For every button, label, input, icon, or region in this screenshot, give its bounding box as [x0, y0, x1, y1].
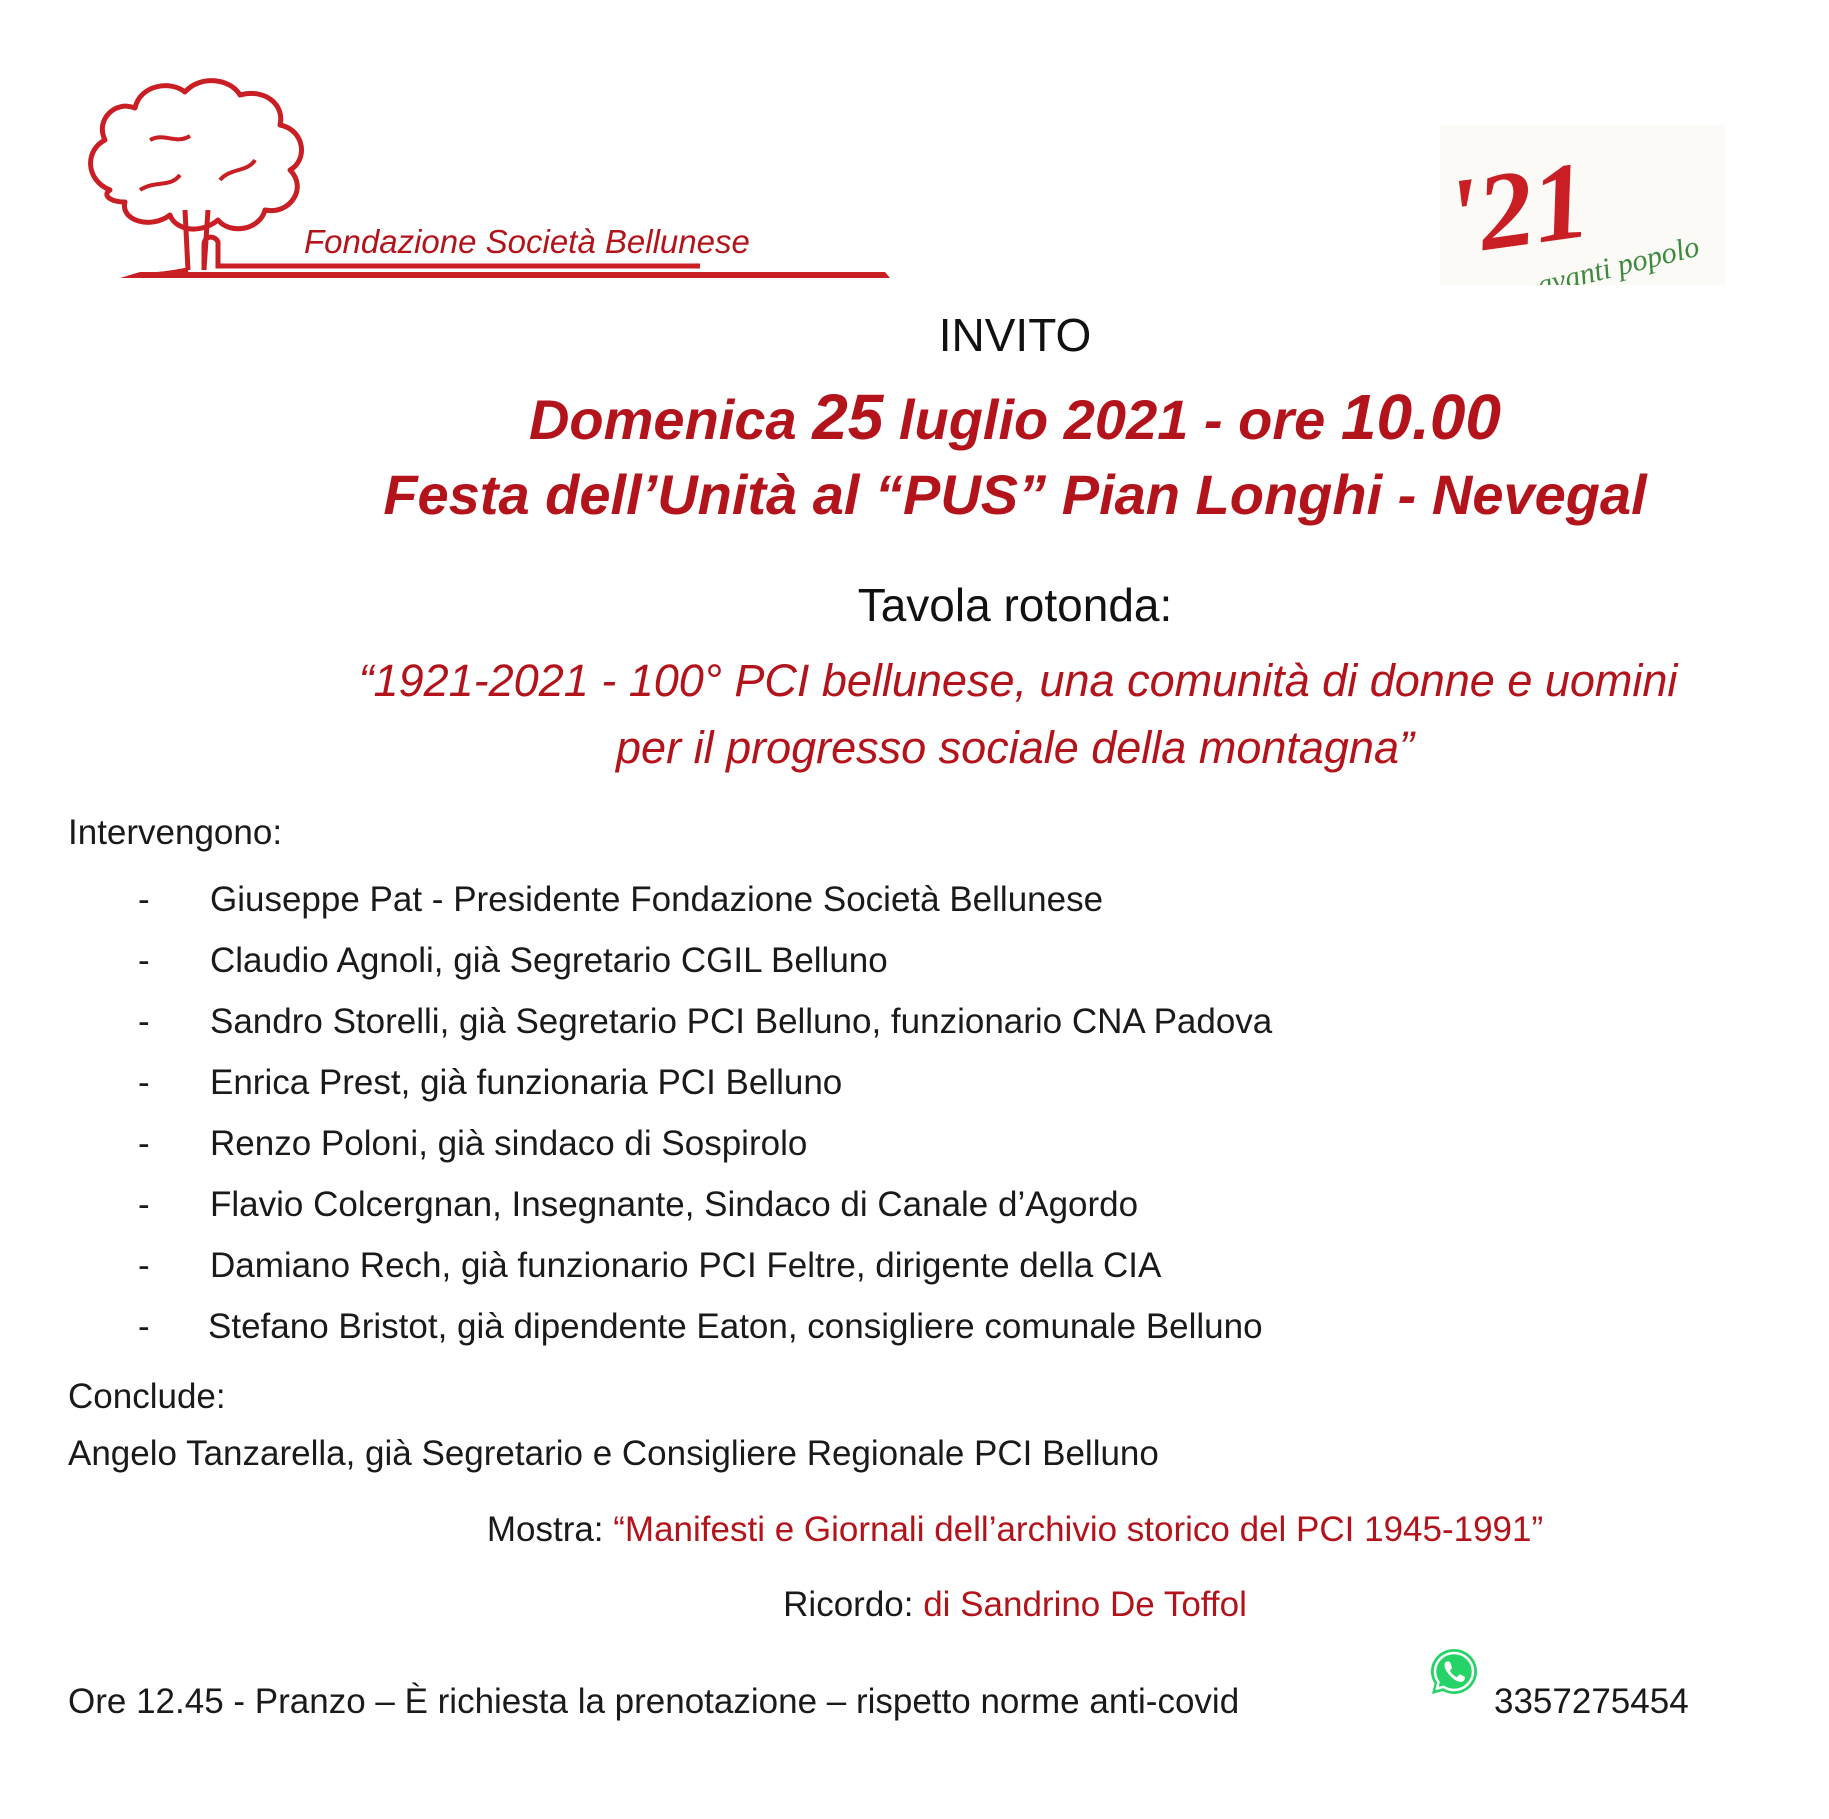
bullet-dash: - — [138, 1307, 150, 1346]
speaker-name: Claudio Agnoli, già Segretario CGIL Belluno — [210, 941, 888, 980]
bullet-dash: - — [138, 941, 150, 980]
conclusion-speaker: Angelo Tanzarella, già Segretario e Consigliere Regionale PCI Belluno — [68, 1434, 1159, 1473]
event-location: Festa dell’Unità al “PUS” Pian Longhi - Nevegal — [383, 463, 1647, 526]
round-table-label: Tavola rotonda: — [857, 579, 1173, 631]
bullet-dash: - — [138, 1002, 150, 1041]
exhibit-label: Mostra: — [486, 1510, 614, 1549]
foundation-logo — [80, 70, 920, 290]
speaker-name: Stefano Bristot, già dipendente Eaton, consigliere comunale Belluno — [208, 1307, 1263, 1346]
memorial-line — [0, 1585, 1829, 1625]
phone-number[interactable]: 3357275454 — [1494, 1682, 1689, 1721]
logo-mark-21: '21 — [1440, 137, 1596, 279]
bullet-dash: - — [138, 1246, 150, 1285]
bullet-dash: - — [138, 1124, 150, 1163]
bullet-dash: - — [138, 1063, 150, 1102]
lunch-info: Ore 12.45 - Pranzo – È richiesta la prenotazione – rispetto norme anti-covid — [68, 1682, 1240, 1721]
speaker-name: Renzo Poloni, già sindaco di Sospirolo — [210, 1124, 808, 1163]
memorial-text: di Sandrino De Toffol — [923, 1585, 1247, 1624]
memorial-label: Ricordo: — [783, 1585, 924, 1624]
round-table-topic-line1: “1921-2021 - 100° PCI bellunese, una comunità di donne e uomini — [358, 655, 1678, 706]
avanti-popolo-logo — [1440, 125, 1725, 285]
bullet-dash: - — [138, 1185, 150, 1224]
headline-day-number: 25 — [812, 381, 884, 453]
exhibit-title: “Manifesti e Giornali dell’archivio storico del PCI 1945-1991” — [613, 1510, 1544, 1549]
speaker-name: Damiano Rech, già funzionario PCI Feltre, dirigente della CIA — [210, 1246, 1162, 1285]
speaker-name: Flavio Colcergnan, Insegnante, Sindaco di Canale d’Agordo — [210, 1185, 1139, 1224]
headline-time: 10.00 — [1340, 381, 1501, 453]
speaker-name: Enrica Prest, già funzionaria PCI Belluno — [210, 1063, 843, 1102]
event-date-time — [0, 380, 1829, 454]
speakers-label: Intervengono: — [68, 813, 283, 852]
headline-month-year: luglio 2021 - ore — [883, 388, 1341, 451]
bullet-dash: - — [138, 880, 150, 919]
speaker-name: Sandro Storelli, già Segretario PCI Belluno, funzionario CNA Padova — [210, 1002, 1273, 1041]
foundation-logo-text: Fondazione Società Bellunese — [304, 223, 750, 260]
speaker-name: Giuseppe Pat - Presidente Fondazione Società Bellunese — [210, 880, 1104, 919]
conclusion-label: Conclude: — [68, 1377, 226, 1416]
headline-day-name: Domenica — [528, 388, 813, 451]
avanti-popolo-logo-icon — [1440, 125, 1725, 285]
invitation-label: INVITO — [938, 309, 1092, 361]
tree-logo-icon — [80, 70, 920, 290]
logo-slogan: avanti popolo — [1533, 229, 1703, 285]
exhibit-line — [0, 1510, 1829, 1550]
round-table-topic-line2: per il progresso sociale della montagna” — [616, 722, 1414, 773]
whatsapp-icon — [1428, 1646, 1480, 1698]
